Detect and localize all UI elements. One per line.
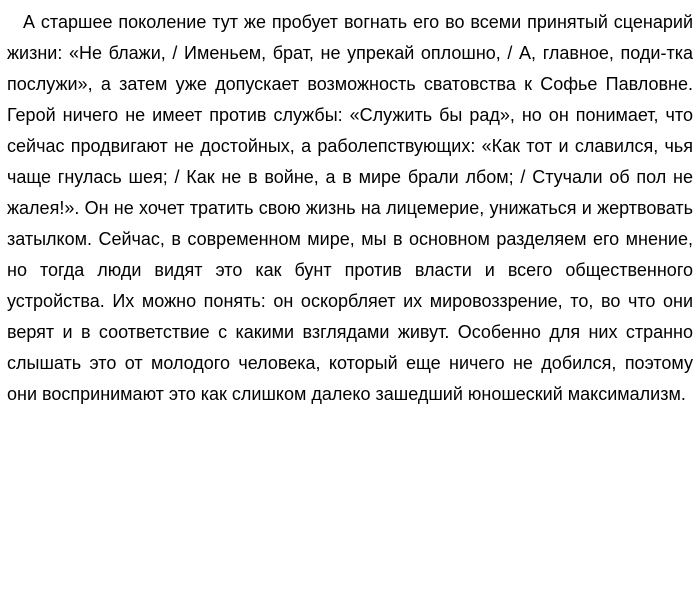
text-paragraph: А старшее поколение тут же пробует вогнать его во всеми принятый сценарий жизни: «Не блажи, / Именьем, брат, не упрекай оплошно, / А, главное, поди-тка послужи», а затем уже допускает возможность сватовства к Софье Павловне. Герой ничего не имеет против службы: «Служить бы рад», но он понимает, что сейчас продвигают не достойных, а раболепствующих: «Как тот и славился, чья чаще гнулась шея; / Как не в войне, а в мире брали лбом; / Стучали об пол не жалея!». Он не хочет тратить свою жизнь на лицемерие, унижаться и жертвовать затылком. Сейчас, в современном мире, мы в основном разделяем его мнение, но тогда люди видят это как бунт против власти и всего общественного устройства. Их можно понять: он оскорбляет их мировоззрение, то, во что они верят и в соответствие с какими взглядами живут. Особенно для них странно слышать это от молодого человека, который еще ничего не добился, поэтому они воспринимают это как слишком далеко зашедший юношеский максимализм.: [7, 12, 693, 404]
document-body: [7, 7, 693, 410]
